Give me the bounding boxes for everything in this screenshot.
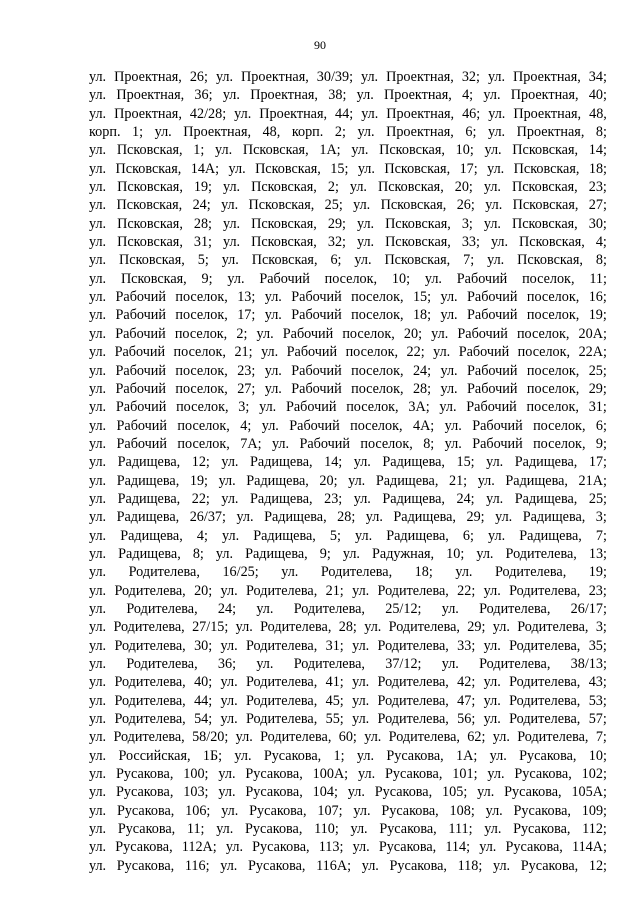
text-line: ул. Родителева, 40; ул. Родителева, 41; ул. Родителева, 42; ул. Родителева, 43; — [89, 674, 607, 691]
text-line: ул. Псковская, 14А; ул. Псковская, 15; ул. Псковская, 17; ул. Псковская, 18; — [89, 160, 607, 177]
text-line: ул. Русакова, 103; ул. Русакова, 104; ул. Русакова, 105; ул. Русакова, 105А; — [89, 784, 607, 801]
page-number: 90 — [314, 38, 326, 52]
text-line: ул. Русакова, 106; ул. Русакова, 107; ул. Русакова, 108; ул. Русакова, 109; — [89, 802, 607, 819]
text-line: ул. Русакова, 11; ул. Русакова, 110; ул. Русакова, 111; ул. Русакова, 112; — [89, 821, 607, 838]
text-line: ул. Рабочий поселок, 7А; ул. Рабочий поселок, 8; ул. Рабочий поселок, 9; — [89, 435, 607, 452]
text-line: ул. Российская, 1Б; ул. Русакова, 1; ул. Русакова, 1А; ул. Русакова, 10; — [89, 747, 607, 764]
text-line: ул. Радищева, 26/37; ул. Радищева, 28; ул. Радищева, 29; ул. Радищева, 3; — [89, 509, 607, 526]
text-line: ул. Родителева, 16/25; ул. Родителева, 18; ул. Родителева, 19; — [89, 564, 607, 581]
text-line: ул. Рабочий поселок, 13; ул. Рабочий поселок, 15; ул. Рабочий поселок, 16; — [89, 289, 607, 306]
text-line: ул. Родителева, 58/20; ул. Родителева, 60; ул. Родителева, 62; ул. Родителева, 7; — [89, 729, 607, 746]
text-line: ул. Радищева, 19; ул. Радищева, 20; ул. Радищева, 21; ул. Радищева, 21А; — [89, 472, 607, 489]
text-line: ул. Псковская, 1; ул. Псковская, 1А; ул. Псковская, 10; ул. Псковская, 14; — [89, 142, 607, 159]
text-line: ул. Рабочий поселок, 3; ул. Рабочий поселок, 3А; ул. Рабочий поселок, 31; — [89, 399, 607, 416]
text-line: ул. Русакова, 100; ул. Русакова, 100А; ул. Русакова, 101; ул. Русакова, 102; — [89, 766, 607, 783]
text-line: корп. 1; ул. Проектная, 48, корп. 2; ул. Проектная, 6; ул. Проектная, 8; — [89, 124, 607, 141]
text-line: ул. Рабочий поселок, 21; ул. Рабочий поселок, 22; ул. Рабочий поселок, 22А; — [89, 344, 607, 361]
text-line: ул. Родителева, 36; ул. Родителева, 37/12; ул. Родителева, 38/13; — [89, 656, 607, 672]
text-line: ул. Рабочий поселок, 17; ул. Рабочий поселок, 18; ул. Рабочий поселок, 19; — [89, 307, 607, 324]
text-line: ул. Русакова, 116; ул. Русакова, 116А; ул. Русакова, 118; ул. Русакова, 12; — [89, 857, 607, 874]
text-line: ул. Рабочий поселок, 23; ул. Рабочий поселок, 24; ул. Рабочий поселок, 25; — [89, 362, 607, 379]
text-line: ул. Проектная, 26; ул. Проектная, 30/39; ул. Проектная, 32; ул. Проектная, 34; — [89, 69, 607, 85]
text-line: ул. Родителева, 30; ул. Родителева, 31; ул. Родителева, 33; ул. Родителева, 35; — [89, 637, 607, 654]
address-list-text — [89, 68, 607, 875]
text-line: ул. Псковская, 19; ул. Псковская, 2; ул. Псковская, 20; ул. Псковская, 23; — [89, 179, 607, 196]
text-line: ул. Радищева, 8; ул. Радищева, 9; ул. Радужная, 10; ул. Родителева, 13; — [89, 545, 607, 562]
text-line: ул. Проектная, 42/28; ул. Проектная, 44; ул. Проектная, 46; ул. Проектная, 48, — [89, 105, 607, 122]
text-line: ул. Родителева, 54; ул. Родителева, 55; ул. Родителева, 56; ул. Родителева, 57; — [89, 711, 607, 728]
text-line: ул. Радищева, 12; ул. Радищева, 14; ул. Радищева, 15; ул. Радищева, 17; — [89, 454, 607, 471]
text-line: ул. Родителева, 27/15; ул. Родителева, 28; ул. Родителева, 29; ул. Родителева, 3; — [89, 619, 607, 636]
text-line: ул. Рабочий поселок, 27; ул. Рабочий поселок, 28; ул. Рабочий поселок, 29; — [89, 380, 607, 397]
text-line: ул. Родителева, 24; ул. Родителева, 25/12; ул. Родителева, 26/17; — [89, 600, 607, 617]
text-line: ул. Псковская, 5; ул. Псковская, 6; ул. Псковская, 7; ул. Псковская, 8; — [89, 252, 607, 269]
text-line: ул. Псковская, 28; ул. Псковская, 29; ул. Псковская, 3; ул. Псковская, 30; — [89, 215, 607, 232]
text-line: ул. Родителева, 44; ул. Родителева, 45; ул. Родителева, 47; ул. Родителева, 53; — [89, 692, 607, 709]
text-line: ул. Проектная, 36; ул. Проектная, 38; ул. Проектная, 4; ул. Проектная, 40; — [89, 87, 607, 104]
text-line: ул. Псковская, 9; ул. Рабочий поселок, 10; ул. Рабочий поселок, 11; — [89, 270, 607, 287]
text-line: ул. Родителева, 20; ул. Родителева, 21; ул. Родителева, 22; ул. Родителева, 23; — [89, 582, 607, 599]
text-line: ул. Рабочий поселок, 2; ул. Рабочий поселок, 20; ул. Рабочий поселок, 20А; — [89, 325, 607, 342]
text-line: ул. Радищева, 22; ул. Радищева, 23; ул. Радищева, 24; ул. Радищева, 25; — [89, 490, 607, 507]
text-line: ул. Радищева, 4; ул. Радищева, 5; ул. Радищева, 6; ул. Радищева, 7; — [89, 527, 607, 544]
text-line: ул. Псковская, 24; ул. Псковская, 25; ул. Псковская, 26; ул. Псковская, 27; — [89, 197, 607, 214]
text-line: ул. Рабочий поселок, 4; ул. Рабочий поселок, 4А; ул. Рабочий поселок, 6; — [89, 417, 607, 434]
text-line: ул. Псковская, 31; ул. Псковская, 32; ул. Псковская, 33; ул. Псковская, 4; — [89, 234, 607, 251]
text-line: ул. Русакова, 112А; ул. Русакова, 113; ул. Русакова, 114; ул. Русакова, 114А; — [89, 839, 607, 856]
